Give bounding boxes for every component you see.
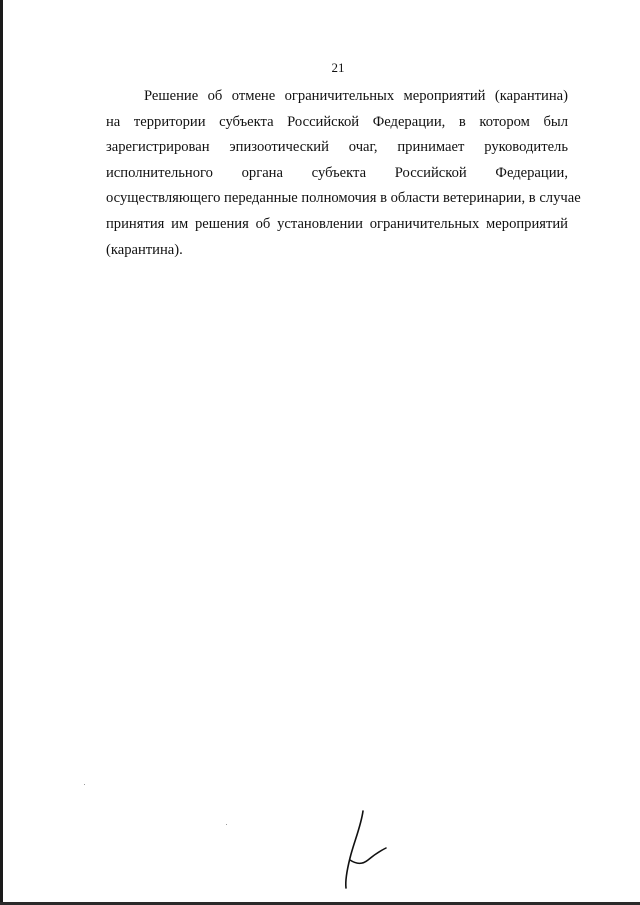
body-paragraph	[106, 84, 581, 263]
scan-left-edge	[0, 0, 3, 905]
scan-speck	[226, 824, 227, 825]
scan-speck	[84, 784, 85, 785]
paragraph-line: на территории субъекта Российской Федерации, в котором был	[106, 113, 568, 130]
paragraph-line: осуществляющего переданные полномочия в области ветеринарии, в случае	[106, 190, 581, 207]
paragraph-line: (карантина).	[106, 241, 183, 258]
paragraph-line: исполнительного органа субъекта Российской Федерации,	[106, 164, 568, 181]
signature-icon	[338, 808, 390, 892]
page-number: 21	[331, 60, 345, 75]
paragraph-line: Решение об отмене ограничительных мероприятий (карантина)	[144, 88, 568, 104]
paragraph-line: принятия им решения об установлении ограничительных мероприятий	[106, 215, 568, 232]
paragraph-line: зарегистрирован эпизоотический очаг, принимает руководитель	[106, 139, 568, 156]
